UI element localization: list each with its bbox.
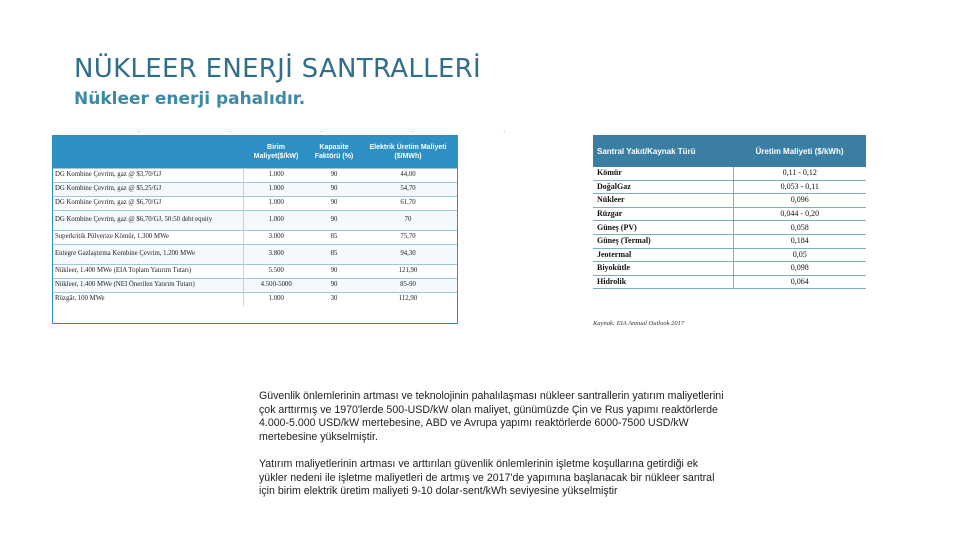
- table-row: [593, 194, 866, 208]
- electricity-cost-cell: 54,70: [359, 182, 457, 196]
- table-row: [593, 180, 866, 194]
- row-label: DG Kombine Çevrim, gaz @ $5,25/GJ: [53, 182, 243, 196]
- unit-cost-cell: 3.000: [243, 230, 309, 244]
- table-header-row: [593, 135, 866, 167]
- capacity-cell: 90: [309, 210, 359, 230]
- source-name: Nükleer: [593, 194, 733, 208]
- table-row: [53, 182, 457, 196]
- unit-cost-cell: 1.000: [243, 210, 309, 230]
- cost-value: 0,05: [733, 248, 866, 262]
- cost-value: 0,098: [733, 262, 866, 276]
- electricity-cost-cell: 75,70: [359, 230, 457, 244]
- table-row: [53, 244, 457, 264]
- electricity-cost-cell: 61,70: [359, 196, 457, 210]
- capacity-cell: 30: [309, 292, 359, 306]
- unit-cost-cell: 1.000: [243, 168, 309, 182]
- table-row: [53, 210, 457, 230]
- cropped-header-fragments: . . . . .: [138, 128, 550, 134]
- row-label: DG Kombine Çevrim, gaz @ $6,70/GJ: [53, 196, 243, 210]
- header-electricity-cost: Elektrik Üretim Maliyeti ($/MWh): [359, 136, 457, 168]
- row-label: Nükleer, 1.400 MWe (EIA Toplam Yatırım Tutarı): [53, 264, 243, 278]
- page-subtitle: Nükleer enerji pahalıdır.: [74, 89, 306, 109]
- source-name: Hidrolik: [593, 275, 733, 289]
- body-text: [259, 390, 729, 513]
- capacity-cell: 90: [309, 278, 359, 292]
- cost-value: 0,053 - 0,11: [733, 180, 866, 194]
- table-row: [53, 278, 457, 292]
- electricity-cost-cell: 70: [359, 210, 457, 230]
- capacity-cell: 85: [309, 244, 359, 264]
- source-name: DoğalGaz: [593, 180, 733, 194]
- table-row: [593, 262, 866, 276]
- cost-comparison-table: [52, 135, 458, 324]
- capacity-cell: 90: [309, 182, 359, 196]
- electricity-cost-cell: 44,00: [359, 168, 457, 182]
- cost-value: 0,096: [733, 194, 866, 208]
- table-header-row: [53, 136, 457, 168]
- electricity-cost-cell: 112,90: [359, 292, 457, 306]
- source-name: Güneş (Termal): [593, 234, 733, 248]
- unit-cost-cell: 5.500: [243, 264, 309, 278]
- page-title: NÜKLEER ENERJİ SANTRALLERİ: [74, 54, 482, 84]
- row-label: DG Kombine Çevrim, gaz @ $6,70/GJ, 50:50 debt equity: [53, 210, 243, 230]
- source-name: Jeotermal: [593, 248, 733, 262]
- table-row: [53, 292, 457, 306]
- table-row: [593, 248, 866, 262]
- unit-cost-cell: 1.000: [243, 196, 309, 210]
- table-source-note: Kaynak: EIA Annual Outlook 2017: [593, 320, 685, 327]
- unit-cost-cell: 1.000: [243, 182, 309, 196]
- electricity-cost-cell: 85-90: [359, 278, 457, 292]
- electricity-cost-cell: 121,90: [359, 264, 457, 278]
- row-label: DG Kombine Çevrim, gaz @ $3,70/GJ: [53, 168, 243, 182]
- unit-cost-cell: 1.000: [243, 292, 309, 306]
- table-row: [53, 196, 457, 210]
- header-unit-cost: Birim Maliyet($/kW): [243, 136, 309, 168]
- source-name: Güneş (PV): [593, 221, 733, 235]
- unit-cost-cell: 3.800: [243, 244, 309, 264]
- table-row: [53, 230, 457, 244]
- header-capacity-factor: Kapasite Faktörü (%): [309, 136, 359, 168]
- capacity-cell: 90: [309, 264, 359, 278]
- electricity-cost-cell: 94,30: [359, 244, 457, 264]
- header-generation-cost: Üretim Maliyeti ($/kWh): [733, 135, 866, 167]
- source-name: Kömür: [593, 167, 733, 180]
- table-row: [593, 221, 866, 235]
- unit-cost-cell: 4.500-5000: [243, 278, 309, 292]
- cost-value: 0,184: [733, 234, 866, 248]
- table-row: [593, 167, 866, 180]
- paragraph-investment-costs: Güvenlik önlemlerinin artması ve teknolojinin pahalılaşması nükleer santrallerin yatırım maliyetlerini çok arttırmış ve 1970'lerde 500-USD/kW olan maliyet, günümüzde Çin ve Rus yapımı reaktörlerde 4.000-5.000 USD/kW mertebesine, ABD ve Avrupa yapımı reaktörlerde 6000-7500 USD/kW mertebesine yükselmiştir.: [259, 390, 724, 443]
- cost-value: 0,11 - 0,12: [733, 167, 866, 180]
- capacity-cell: 85: [309, 230, 359, 244]
- paragraph-operating-costs: Yatırım maliyetlerinin artması ve arttırılan güvenlik önlemlerinin işletme koşullarına getirdiği ek yükler nedeni ile işletme maliyetleri de artmış ve 2017'de yapımına başlanacak bir nükleer santral için birim elektrik üretim maliyeti 9-10 dolar-sent/kWh seviyesine yükselmiştir: [259, 458, 715, 497]
- header-blank: [53, 136, 243, 168]
- header-source-type: Santral Yakıt/Kaynak Türü: [593, 135, 733, 167]
- table-row: [593, 234, 866, 248]
- cost-value: 0,064: [733, 275, 866, 289]
- source-name: Biyokütle: [593, 262, 733, 276]
- source-name: Rüzgar: [593, 207, 733, 221]
- cost-value: 0,044 - 0,20: [733, 207, 866, 221]
- generation-cost-table: [593, 135, 866, 307]
- table-row: [53, 264, 457, 278]
- row-label: Rüzgâr, 100 MWe: [53, 292, 243, 306]
- table-row: [593, 275, 866, 289]
- table-row: [593, 207, 866, 221]
- row-label: Entegre Gazlaştırma Kombine Çevrim, 1.200 MWe: [53, 244, 243, 264]
- row-label: Nükleer, 1.400 MWe (NEI Önerilen Yatırım Tutarı): [53, 278, 243, 292]
- table-row: [53, 168, 457, 182]
- capacity-cell: 90: [309, 168, 359, 182]
- cost-value: 0,058: [733, 221, 866, 235]
- row-label: Superkritik Pülverize Kömür, 1.300 MWe: [53, 230, 243, 244]
- capacity-cell: 90: [309, 196, 359, 210]
